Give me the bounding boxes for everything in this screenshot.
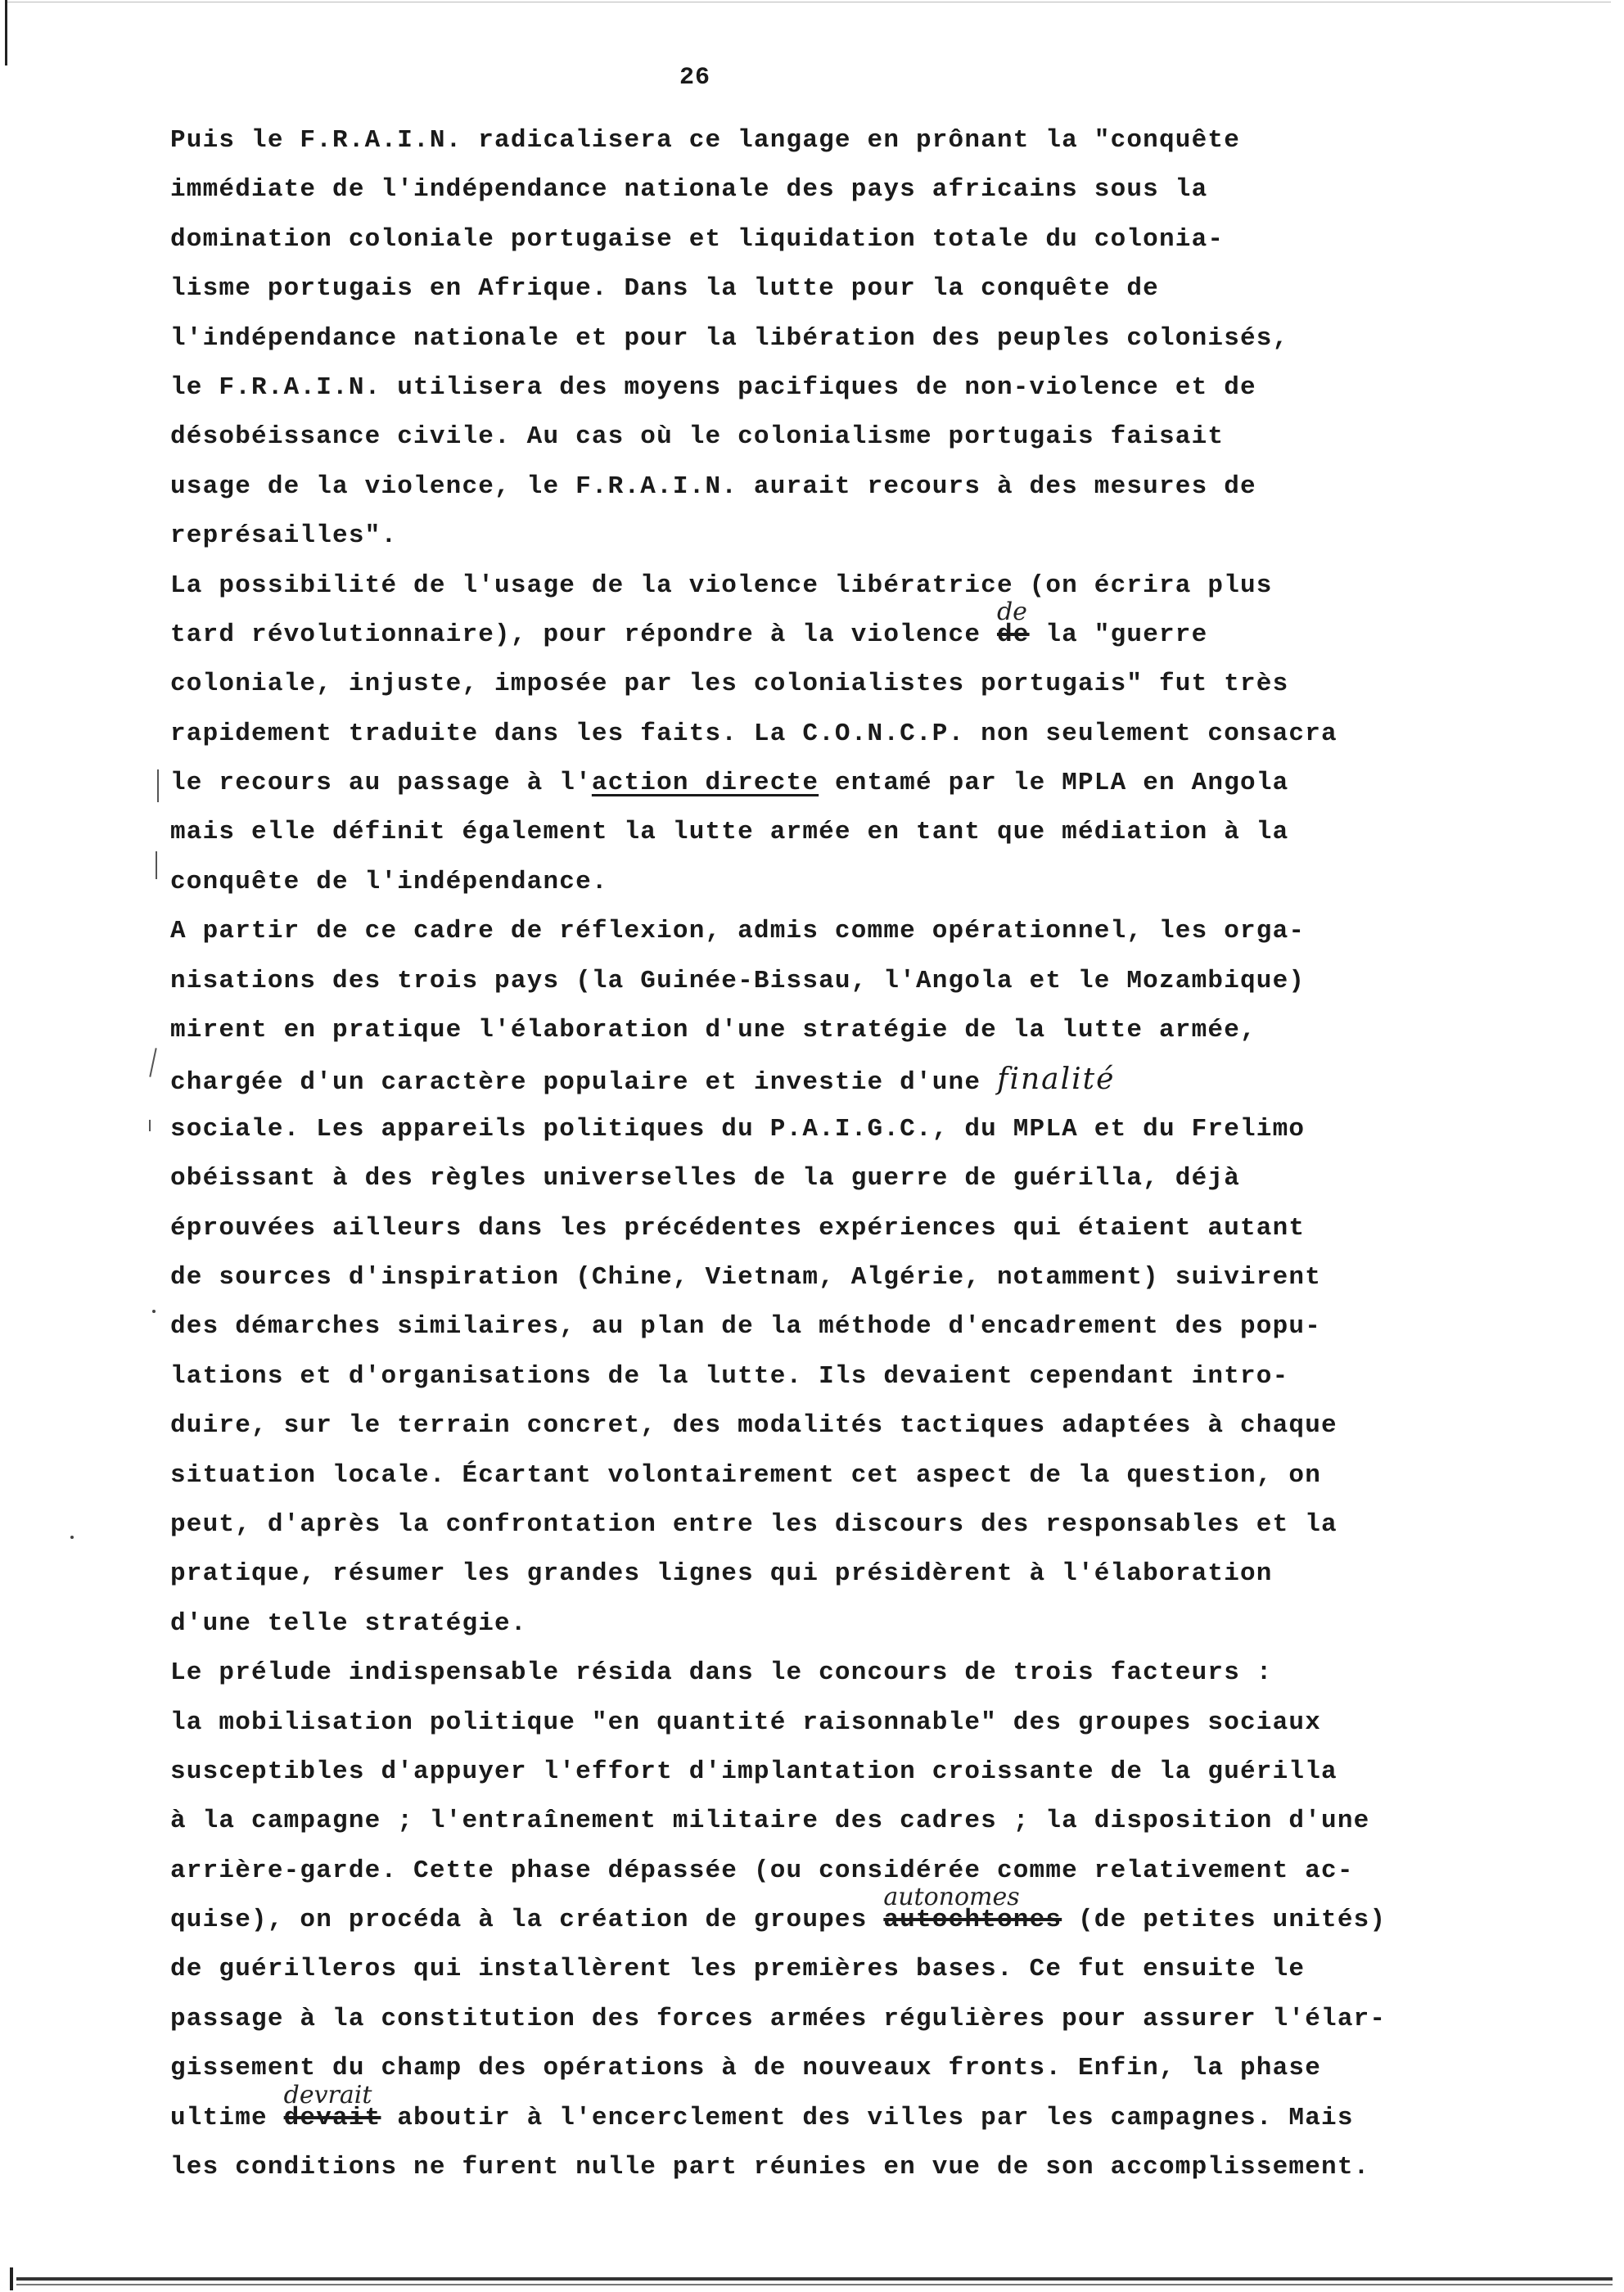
margin-mark xyxy=(149,1048,156,1077)
text-line: passage à la constitution des forces armées régulières pour assurer l'élar- xyxy=(170,2004,1387,2033)
text-segment: entamé par le MPLA en Angola xyxy=(819,769,1289,798)
page-number: 26 xyxy=(679,64,711,92)
annotation xyxy=(883,1883,1062,1945)
text-line: de guérilleros qui installèrent les premières bases. Ce fut ensuite le xyxy=(170,1955,1306,1984)
text-line: de sources d'inspiration (Chine, Vietnam, Algérie, notamment) suivirent xyxy=(170,1262,1322,1292)
text-line: arrière-garde. Cette phase dépassée (ou considérée comme relativement ac- xyxy=(170,1856,1354,1885)
text-line: usage de la violence, le F.R.A.I.N. aurait recours à des mesures de xyxy=(170,471,1256,501)
text-line: éprouvées ailleurs dans les précédentes expériences qui étaient autant xyxy=(170,1213,1306,1243)
text-line: conquête de l'indépendance. xyxy=(170,867,608,896)
handwritten-correction: autonomes xyxy=(883,1883,1020,1912)
margin-mark xyxy=(157,769,159,802)
page-bottom-rule-secondary xyxy=(16,2284,1613,2285)
text-line: lations et d'organisations de la lutte. Ils devaient cependant intro- xyxy=(170,1361,1289,1391)
underlined-phrase: action directe xyxy=(591,769,819,798)
text-line: nisations des trois pays (la Guinée-Bissau, l'Angola et le Mozambique) xyxy=(170,966,1306,995)
text-line: lisme portugais en Afrique. Dans la lutte pour la conquête de xyxy=(170,274,1159,304)
text-line: les conditions ne furent nulle part réunies en vue de son accomplissement. xyxy=(170,2153,1370,2182)
text-line: domination coloniale portugaise et liquidation totale du colonia- xyxy=(170,224,1225,254)
text-line: à la campagne ; l'entraînement militaire des cadres ; la disposition d'une xyxy=(170,1807,1370,1836)
text-line: gissement du champ des opérations à de nouveaux fronts. Enfin, la phase xyxy=(170,2054,1322,2083)
text-line: obéissant à des règles universelles de la guerre de guérilla, déjà xyxy=(170,1164,1240,1193)
text-line: Puis le F.R.A.I.N. radicalisera ce langage en prônant la "conquête xyxy=(170,126,1240,155)
page-bottom-rule xyxy=(16,2277,1613,2281)
text-line-annotated xyxy=(170,597,1447,660)
text-line: désobéissance civile. Au cas où le colonialisme portugais faisait xyxy=(170,422,1225,452)
text-line: pratique, résumer les grandes lignes qui présidèrent à l'élaboration xyxy=(170,1559,1273,1589)
text-line: d'une telle stratégie. xyxy=(170,1608,527,1638)
text-line: le F.R.A.I.N. utilisera des moyens pacifiques de non-violence et de xyxy=(170,372,1256,402)
text-line-underlined xyxy=(170,759,1447,808)
text-line: représailles". xyxy=(170,521,398,551)
margin-mark xyxy=(156,851,157,879)
text-line: rapidement traduite dans les faits. La C.O.N.C.P. non seulement consacra xyxy=(170,719,1338,748)
text-line: A partir de ce cadre de réflexion, admis comme opérationnel, les orga- xyxy=(170,917,1306,946)
text-segment: quise), on procéda à la création de groupes xyxy=(170,1906,884,1935)
text-line: l'indépendance nationale et pour la libération des peuples colonisés, xyxy=(170,323,1289,353)
text-line: situation locale. Écartant volontairement cet aspect de la question, on xyxy=(170,1460,1322,1490)
page-bottom-corner xyxy=(10,2267,13,2290)
annotation xyxy=(996,597,1030,660)
text-line-annotated xyxy=(170,2080,1447,2143)
text-line: immédiate de l'indépendance nationale des pays africains sous la xyxy=(170,175,1208,205)
struck-word: de xyxy=(996,620,1030,649)
struck-word: autochtones xyxy=(883,1906,1062,1935)
text-line: coloniale, injuste, imposée par les colonialistes portugais" fut très xyxy=(170,670,1289,699)
text-line: Le prélude indispensable résida dans le concours de trois facteurs : xyxy=(170,1658,1273,1688)
text-line: susceptibles d'appuyer l'effort d'implantation croissante de la guérilla xyxy=(170,1757,1338,1786)
text-segment: la "guerre xyxy=(1029,620,1208,649)
text-segment: chargée d'un caractère populaire et investie d'une xyxy=(170,1068,981,1098)
handwritten-correction: de xyxy=(996,597,1027,626)
text-line: des démarches similaires, au plan de la méthode d'encadrement des popu- xyxy=(170,1312,1322,1342)
text-line: peut, d'après la confrontation entre les discours des responsables et la xyxy=(170,1509,1338,1539)
text-segment: ultime xyxy=(170,2103,284,2132)
text-line: la mobilisation politique "en quantité raisonnable" des groupes sociaux xyxy=(170,1708,1322,1737)
text-line: mais elle définit également la lutte armée en tant que médiation à la xyxy=(170,818,1289,847)
text-line: mirent en pratique l'élaboration d'une stratégie de la lutte armée, xyxy=(170,1016,1256,1045)
text-line: duire, sur le terrain concret, des modalités tactiques adaptées à chaque xyxy=(170,1411,1338,1441)
handwritten-correction: devrait xyxy=(283,2080,372,2109)
text-segment: (de petites unités) xyxy=(1062,1906,1387,1935)
page-left-edge xyxy=(5,0,7,65)
struck-word: devait xyxy=(283,2103,381,2132)
text-segment: le recours au passage à l' xyxy=(170,769,592,798)
margin-dot xyxy=(70,1536,74,1539)
text-line-annotated xyxy=(170,1883,1447,1945)
margin-mark xyxy=(149,1120,151,1131)
text-line-annotated xyxy=(170,1055,1447,1104)
text-segment: aboutir à l'encerclement des villes par les campagnes. Mais xyxy=(381,2103,1354,2132)
margin-dot xyxy=(152,1310,156,1313)
text-line: sociale. Les appareils politiques du P.A.I.G.C., du MPLA et du Frelimo xyxy=(170,1114,1306,1144)
handwritten-insertion: finalité xyxy=(997,1063,1116,1097)
annotation xyxy=(283,2080,381,2143)
text-line: La possibilité de l'usage de la violence libératrice (on écrira plus xyxy=(170,571,1273,600)
body-text xyxy=(170,116,1447,2192)
text-segment: tard révolutionnaire), pour répondre à la violence xyxy=(170,620,997,649)
